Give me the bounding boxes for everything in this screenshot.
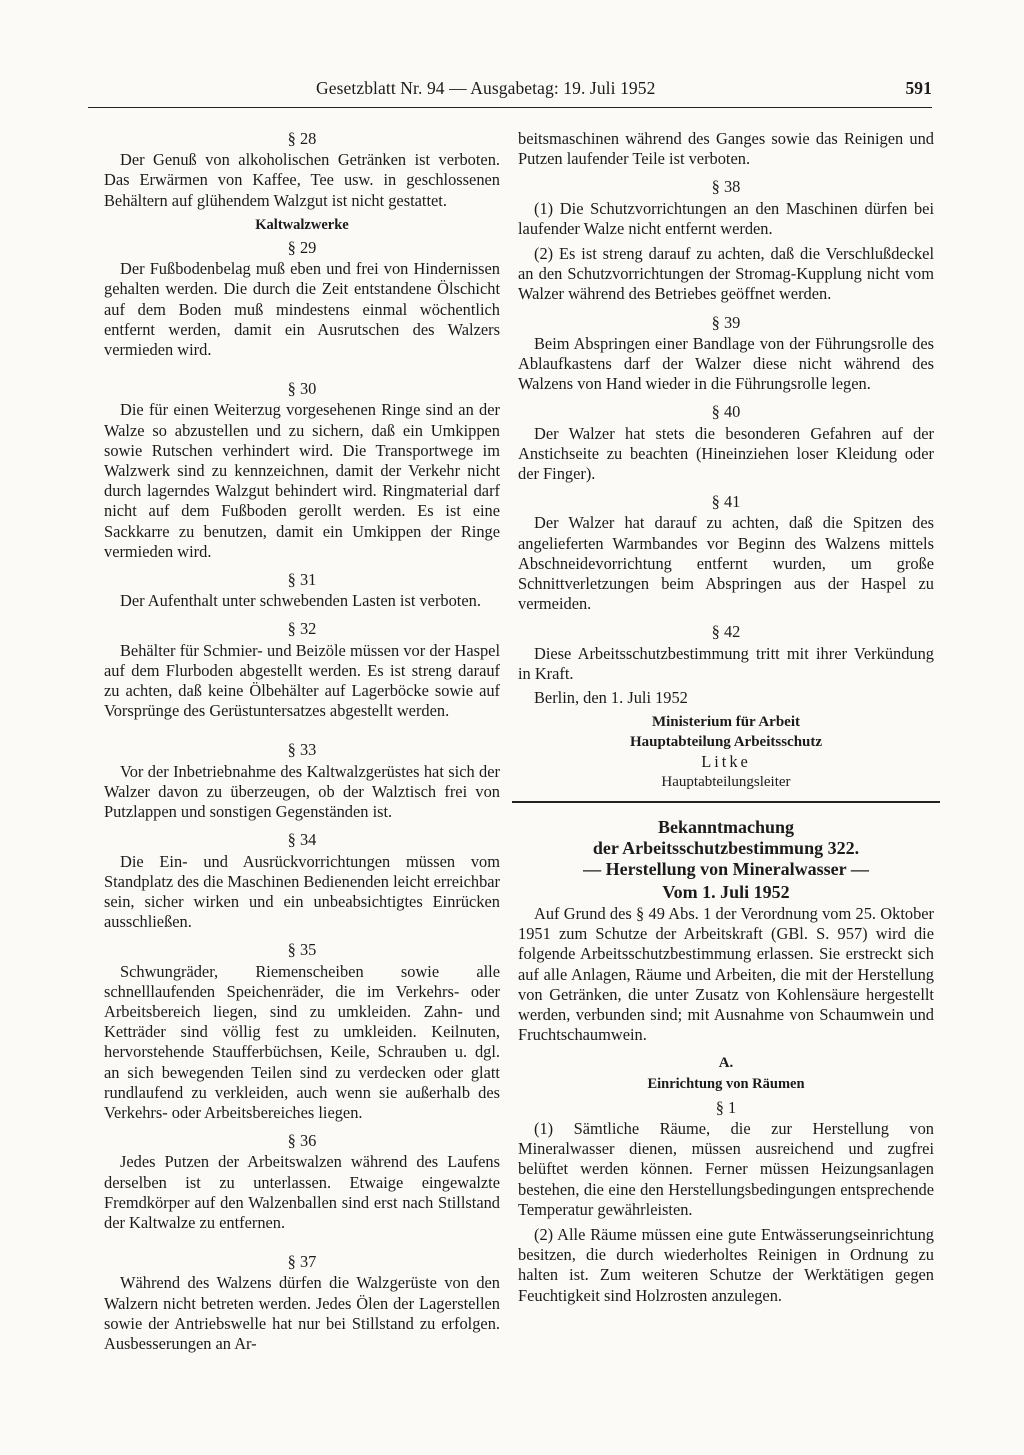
section-number: § 38 [711,177,741,197]
part-title: Einrichtung von Räumen [647,1075,805,1092]
section-text: Der Genuß von alkoholischen Getränken ist verboten. Das Erwärmen von Kaffee, Tee usw. in geschlossenen Behältern auf glühendem Walzgut ist nicht gestattet. [104,150,500,210]
notice-subtitle: der Arbeitsschutzbestimmung 322. [592,837,860,858]
section-number: § 35 [287,940,317,960]
section-number: § 34 [287,830,317,850]
section-number: § 29 [287,238,317,258]
part-letter: A. [718,1055,734,1072]
section-paragraph: (2) Es ist streng darauf zu achten, daß die Verschlußdeckel an den Schutzvorrichtungen der Stromag-Kupplung nicht vom Walzer während des Betriebes geöffnet werden. [518,244,934,304]
signature-ministry: Ministerium für Arbeit [651,714,801,731]
section-text: Die Ein- und Ausrückvorrichtungen müssen vom Standplatz des die Maschinen Bedienenden leicht erreichbar sein, sicher wirken und ein unbeabsichtigtes Einrücken ausschließen. [104,851,500,932]
page-header [88,78,932,108]
section-text: Vor der Inbetriebnahme des Kaltwalzgerüstes hat sich der Walzer davon zu überzeugen, ob der Walztisch frei von Putzlappen und sonstigen Gegenständen ist. [104,761,500,822]
notice-date: Vom 1. Juli 1952 [662,881,790,902]
page-number: 591 [905,78,932,98]
left-column [104,129,500,1354]
section-text: Der Aufenthalt unter schwebenden Lasten ist verboten. [120,591,481,611]
subheading-kaltwalzwerke: Kaltwalzwerke [255,216,349,233]
section-divider [512,801,940,803]
section-number: § 41 [711,492,741,512]
section-text: Jedes Putzen der Arbeitswalzen während des Laufens derselben ist zu unterlassen. Etwaige eingewalzte Fremdkörper auf den Walzenballen sind erst nach Stillstand der Kaltwalze zu entfernen. [104,1152,500,1232]
section-number: § 33 [287,740,317,760]
section-text-continued: beitsmaschinen während des Ganges sowie das Reinigen und Putzen laufender Teile ist verboten. [518,129,934,169]
section-number: § 40 [711,402,741,422]
notice-title: Bekanntmachung [657,816,795,837]
section-number: § 37 [287,1252,317,1272]
section-paragraph: (1) Die Schutzvorrichtungen an den Maschinen dürfen bei laufender Walze nicht entfernt werden. [518,198,934,238]
section-number: § 28 [287,129,317,148]
section-text: Diese Arbeitsschutzbestimmung tritt mit ihrer Verkündung in Kraft. [518,643,934,683]
notice-topic: — Herstellung von Mineralwasser — [583,858,869,879]
section-number: § 42 [711,622,741,642]
section-number: § 31 [287,570,317,590]
section-number: § 1 [715,1097,737,1117]
section-text: Während des Walzens dürfen die Walzgerüste von den Walzern nicht betreten werden. Jedes Ölen der Lagerstellen sowie der Antriebswelle hat nur bei Stillstand zu erfolgen. Ausbesserungen an Ar- [104,1273,500,1353]
section-number: § 30 [287,379,317,399]
notice-intro: Auf Grund des § 49 Abs. 1 der Verordnung vom 25. Oktober 1951 zum Schutze der Arbeitskraft (GBl. S. 957) wird die folgende Arbeitsschutzbestimmung erlassen. Sie erstreckt sich auf alle Anlagen, Räume und Arbeiten, die mit der Herstellung von Getränken, die unter Zusatz von Kohlensäure hergestellt werden, verbunden sind; mit Ausnahme von Schaumwein und Fruchtschaumwein. [518,903,934,1045]
section-text: Der Fußbodenbelag muß eben und frei von Hindernissen gehalten werden. Die durch die Zeit entstandene Ölschicht auf dem Boden muß mindestens einmal wöchentlich entfernt werden, damit ein Ausrutschen des Walzers vermieden wird. [104,259,500,360]
signature-name: Litke [701,752,751,772]
section-text: Beim Abspringen einer Bandlage von der Führungsrolle des Ablaufkastens darf der Walzer diese nicht während des Walzens von Hand wieder in die Führungsrolle legen. [518,333,934,394]
section-paragraph: (1) Sämtliche Räume, die zur Herstellung von Mineralwasser dienen, müssen ausreichend und zugfrei belüftet werden können. Ferner müssen Heizungsanlagen bestehen, die eine den Herstellungsbedingungen entsprechende Temperatur gewährleisten. [518,1118,934,1219]
header-rule [88,107,932,108]
place-date: Berlin, den 1. Juli 1952 [534,688,688,708]
section-paragraph: (2) Alle Räume müssen eine gute Entwässerungseinrichtung besitzen, die durch wiederholtes Reinigen in Ordnung zu halten ist. Zum weiteren Schutze der Werktätigen gegen Feuchtigkeit sind Holzrosten anzulegen. [518,1224,934,1305]
signature-department: Hauptabteilung Arbeitsschutz [629,734,823,751]
section-text: Schwungräder, Riemenscheiben sowie alle schnelllaufenden Speichenräder, die im Verkehrs- oder Arbeitsbereich liegen, sind zu umkleiden. Zahn- und Ketträder sind völlig fest zu umkleiden. Keilnuten, hervorstehende Staufferbüchsen, Keile, Schrauben u. dgl. an sich bewegenden Teilen sind zu verdecken oder glatt rundlaufend zu verkleiden, auch wenn sie außerhalb des Verkehrs- oder Arbeitsbereiches liegen. [104,961,500,1122]
section-number: § 36 [287,1131,317,1151]
section-text: Die für einen Weiterzug vorgesehenen Ringe sind an der Walze so abzustellen und zu sichern, daß ein Umkippen sowie Rutschen verhindert wird. Die Transportwege im Walzwerk sind zu kennzeichnen, damit der Verkehr nicht durch lagerndes Walzgut behindert wird. Ringmaterial darf nicht auf dem Fußboden gerollt werden. Es ist eine Sackkarre zu benutzen, damit ein Umkippen der Ringe vermieden wird. [104,400,500,561]
header-title: Gesetzblatt Nr. 94 — Ausgabetag: 19. Juli 1952 [316,78,656,98]
section-text: Der Walzer hat darauf zu achten, daß die Spitzen des angelieferten Warmbandes vor Beginn des Walzens mittels Abschneidevorrichtung entfernt wurden, um große Schnittverletzungen beim Abspringen aus der Haspel zu vermeiden. [518,513,934,614]
right-column [518,129,934,1306]
section-text: Der Walzer hat stets die besonderen Gefahren auf der Anstichseite zu beachten (Hineinziehen loser Kleidung oder der Finger). [518,423,934,484]
signature-position: Hauptabteilungsleiter [661,774,791,791]
section-number: § 32 [287,619,317,639]
section-number: § 39 [711,312,741,332]
section-text: Behälter für Schmier- und Beizöle müssen vor der Haspel auf dem Flurboden abgestellt werden. Es ist streng darauf zu achten, daß keine Ölbehälter auf Lagerböcke sowie auf Vorsprünge des Gerüstuntersatzes abgestellt werden. [104,640,500,721]
